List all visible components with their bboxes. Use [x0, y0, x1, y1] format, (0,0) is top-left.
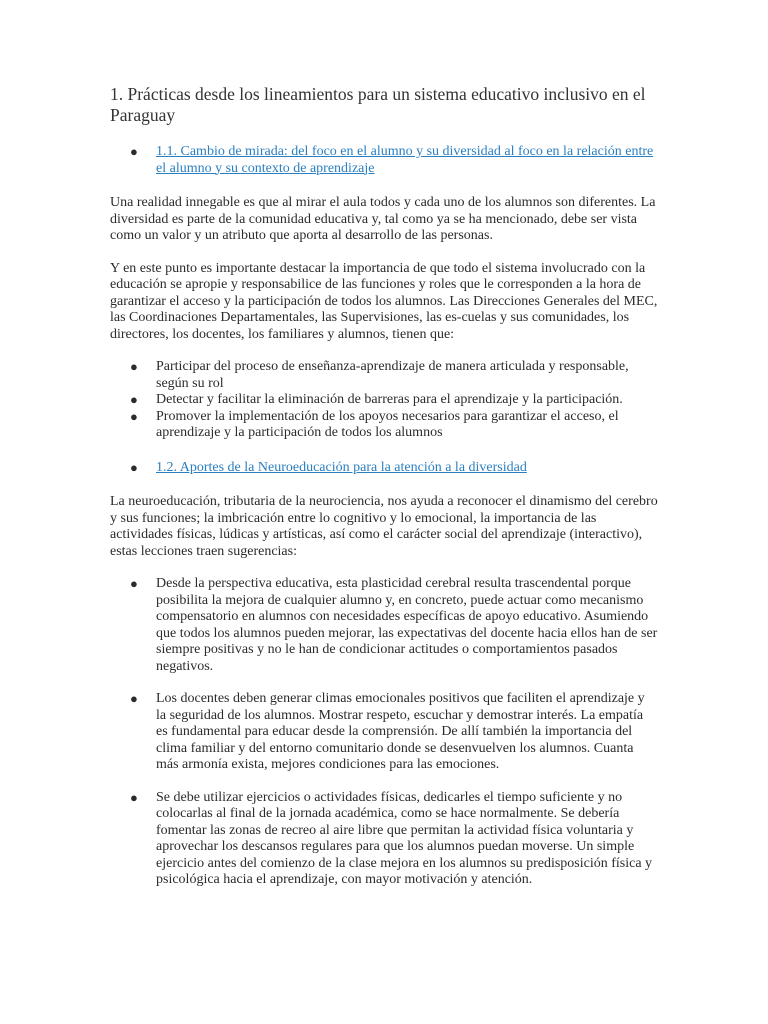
bullet-icon: ●	[130, 576, 138, 591]
section-1-link[interactable]: 1.1. Cambio de mirada: del foco en el alumno y su diversidad al foco en la relación entre el alumno y su contexto de aprendizaje	[156, 144, 654, 176]
section-1-heading-item	[110, 144, 658, 177]
section-1-bullet-list	[110, 359, 658, 442]
bullet-icon: ●	[130, 144, 138, 159]
list-item-text: Detectar y facilitar la eliminación de barreras para el aprendizaje y la participación.	[156, 392, 623, 407]
document-title: 1. Prácticas desde los lineamientos para un sistema educativo inclusivo en el Paraguay	[110, 84, 646, 125]
list-item-text: Promover la implementación de los apoyos necesarios para garantizar el acceso, el aprendizaje y la participación de todos los alumnos	[156, 408, 619, 440]
list-item-text: Los docentes deben generar climas emocionales positivos que faciliten el aprendizaje y la seguridad de los alumnos. Mostrar respeto, escuchar y demostrar interés. La empatía es fundamental para educar desde la comprensión. De allí también la importancia del clima familiar y del entorno comunitario donde se desenvuelven los alumnos. Cuanta más armonía exista, mejores condiciones para las emociones.	[156, 691, 645, 772]
bullet-icon: ●	[130, 359, 138, 374]
section-1-heading-list	[110, 144, 658, 177]
section-2-heading-item	[110, 460, 658, 477]
bullet-icon: ●	[130, 789, 138, 805]
list-item	[110, 409, 658, 442]
document-page	[110, 84, 658, 905]
bullet-icon: ●	[130, 408, 138, 424]
bullet-icon: ●	[130, 459, 138, 475]
section-1-paragraph-2: Y en este punto es importante destacar la importancia de que todo el sistema involucrado con la educación se apropie y responsabilice de las funciones y roles que le corresponden a la hora de garantizar el acceso y la participación de todos los alumnos. Las Direcciones Generales del MEC, las Coordinaciones Departamentales, las Supervisiones, las es-cuelas y sus comunidades, los directores, los docentes, los familiares y alumnos, tienen que:	[110, 260, 658, 342]
section-2-heading-list	[110, 460, 658, 477]
list-item	[110, 691, 658, 774]
list-item-text: Desde la perspectiva educativa, esta plasticidad cerebral resulta trascendental porque posibilita la mejora de cualquier alumno y, en concreto, puede actuar como mecanismo compensatorio en alumnos con necesidades específicas de apoyo educativo. Asumiendo que todos los alumnos pueden mejorar, las expectativas del docente hacia ellos han de ser siempre positivas y no le han de condicionar actitudes o comportamientos pasados negativos.	[156, 576, 658, 674]
list-item	[110, 359, 658, 392]
list-item-text: Participar del proceso de enseñanza-aprendizaje de manera articulada y responsable, según su rol	[156, 359, 629, 391]
list-item	[110, 576, 658, 675]
list-item	[110, 392, 658, 409]
bullet-icon: ●	[130, 691, 138, 706]
list-item	[110, 790, 658, 889]
section-2-paragraph: La neuroeducación, tributaria de la neurociencia, nos ayuda a reconocer el dinamismo del cerebro y sus funciones; la imbricación entre lo cognitivo y lo emocional, la importancia de las actividades físicas, lúdicas y artísticas, así como el carácter social del aprendizaje (interactivo), estas lecciones traen sugerencias:	[110, 494, 658, 559]
list-item-text: Se debe utilizar ejercicios o actividades físicas, dedicarles el tiempo suficiente y no colocarlas al final de la jornada académica, como se hace normalmente. Se debería fomentar las zonas de recreo al aire libre que permitan la actividad física voluntaria y aprovechar los descansos regulares para que los alumnos puedan moverse. Un simple ejercicio antes del comienzo de la clase mejora en los alumnos su predisposición física y psicológica hacia el aprendizaje, con mayor motivación y atención.	[156, 789, 653, 887]
section-1-paragraph-1: Una realidad innegable es que al mirar el aula todos y cada uno de los alumnos son diferentes. La diversidad es parte de la comunidad educativa y, tal como ya se ha mencionado, debe ser vista como un valor y un atributo que aporta al desarrollo de las personas.	[110, 195, 656, 243]
section-2-link[interactable]: 1.2. Aportes de la Neuroeducación para la atención a la diversidad	[156, 459, 527, 475]
bullet-icon: ●	[130, 392, 138, 407]
section-2-bullet-list	[110, 576, 658, 889]
